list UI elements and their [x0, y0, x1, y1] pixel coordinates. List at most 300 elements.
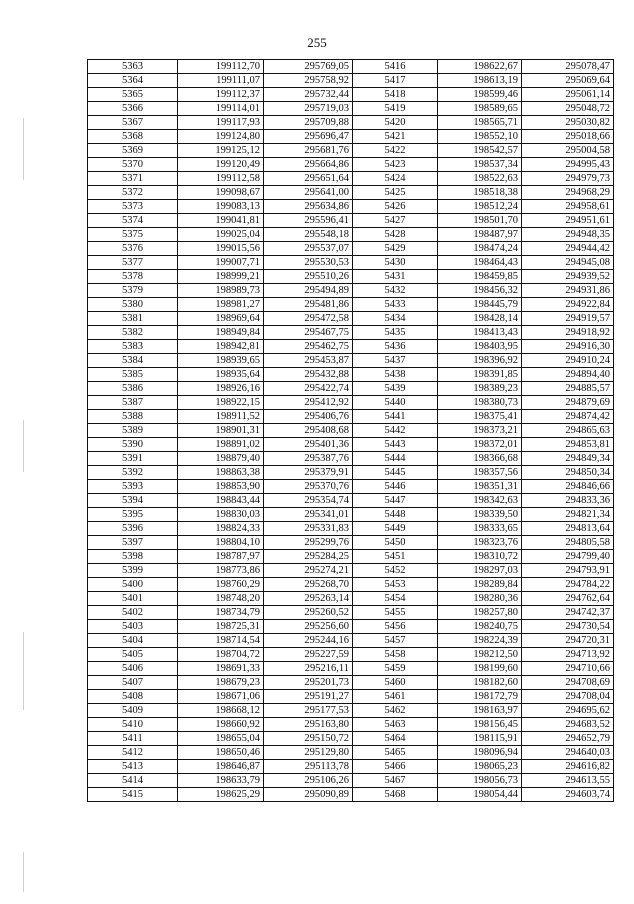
- table-row: [88, 186, 614, 200]
- point-number-cell: 5389: [88, 424, 178, 438]
- x-coordinate-cell: 198830,03: [178, 508, 264, 522]
- x-coordinate-cell: 198310,72: [438, 550, 522, 564]
- x-coordinate-cell: 198339,50: [438, 508, 522, 522]
- point-number-cell: 5370: [88, 158, 178, 172]
- x-coordinate-cell: 198456,32: [438, 284, 522, 298]
- point-number-cell: 5422: [353, 144, 438, 158]
- table-row: [88, 340, 614, 354]
- y-coordinate-cell: 294742,37: [522, 606, 614, 620]
- y-coordinate-cell: 295596,41: [264, 214, 353, 228]
- y-coordinate-cell: 294879,69: [522, 396, 614, 410]
- point-number-cell: 5455: [353, 606, 438, 620]
- y-coordinate-cell: 294939,52: [522, 270, 614, 284]
- x-coordinate-cell: 198922,15: [178, 396, 264, 410]
- table-row: [88, 424, 614, 438]
- point-number-cell: 5423: [353, 158, 438, 172]
- x-coordinate-cell: 198565,71: [438, 116, 522, 130]
- table-row: [88, 508, 614, 522]
- point-number-cell: 5384: [88, 354, 178, 368]
- x-coordinate-cell: 198655,04: [178, 732, 264, 746]
- x-coordinate-cell: 198537,34: [438, 158, 522, 172]
- x-coordinate-cell: 198863,38: [178, 466, 264, 480]
- y-coordinate-cell: 295263,14: [264, 592, 353, 606]
- y-coordinate-cell: 294894,40: [522, 368, 614, 382]
- x-coordinate-cell: 199117,93: [178, 116, 264, 130]
- point-number-cell: 5437: [353, 354, 438, 368]
- y-coordinate-cell: 294951,61: [522, 214, 614, 228]
- y-coordinate-cell: 295432,88: [264, 368, 353, 382]
- x-coordinate-cell: 198428,14: [438, 312, 522, 326]
- table-row: [88, 242, 614, 256]
- y-coordinate-cell: 294849,34: [522, 452, 614, 466]
- y-coordinate-cell: 295758,92: [264, 74, 353, 88]
- y-coordinate-cell: 295331,83: [264, 522, 353, 536]
- point-number-cell: 5435: [353, 326, 438, 340]
- point-number-cell: 5454: [353, 592, 438, 606]
- y-coordinate-cell: 295069,64: [522, 74, 614, 88]
- y-coordinate-cell: 295709,88: [264, 116, 353, 130]
- x-coordinate-cell: 198633,79: [178, 774, 264, 788]
- point-number-cell: 5416: [353, 60, 438, 74]
- x-coordinate-cell: 198357,56: [438, 466, 522, 480]
- table-row: [88, 172, 614, 186]
- point-number-cell: 5458: [353, 648, 438, 662]
- point-number-cell: 5448: [353, 508, 438, 522]
- x-coordinate-cell: 198224,39: [438, 634, 522, 648]
- y-coordinate-cell: 295370,76: [264, 480, 353, 494]
- table-row: [88, 676, 614, 690]
- table-row: [88, 620, 614, 634]
- y-coordinate-cell: 295472,58: [264, 312, 353, 326]
- x-coordinate-cell: 198333,65: [438, 522, 522, 536]
- point-number-cell: 5372: [88, 186, 178, 200]
- y-coordinate-cell: 295548,18: [264, 228, 353, 242]
- table-row: [88, 256, 614, 270]
- y-coordinate-cell: 295634,86: [264, 200, 353, 214]
- y-coordinate-cell: 295191,27: [264, 690, 353, 704]
- x-coordinate-cell: 198396,92: [438, 354, 522, 368]
- point-number-cell: 5406: [88, 662, 178, 676]
- point-number-cell: 5434: [353, 312, 438, 326]
- point-number-cell: 5451: [353, 550, 438, 564]
- x-coordinate-cell: 199041,81: [178, 214, 264, 228]
- x-coordinate-cell: 198297,03: [438, 564, 522, 578]
- margin-mark: [23, 632, 24, 710]
- point-number-cell: 5428: [353, 228, 438, 242]
- point-number-cell: 5439: [353, 382, 438, 396]
- y-coordinate-cell: 294833,36: [522, 494, 614, 508]
- x-coordinate-cell: 199120,49: [178, 158, 264, 172]
- y-coordinate-cell: 295354,74: [264, 494, 353, 508]
- x-coordinate-cell: 198691,33: [178, 662, 264, 676]
- y-coordinate-cell: 294968,29: [522, 186, 614, 200]
- point-number-cell: 5466: [353, 760, 438, 774]
- x-coordinate-cell: 198671,06: [178, 690, 264, 704]
- margin-mark: [23, 420, 24, 472]
- y-coordinate-cell: 294821,34: [522, 508, 614, 522]
- y-coordinate-cell: 295412,92: [264, 396, 353, 410]
- y-coordinate-cell: 294813,64: [522, 522, 614, 536]
- y-coordinate-cell: 295341,01: [264, 508, 353, 522]
- table-row: [88, 270, 614, 284]
- point-number-cell: 5424: [353, 172, 438, 186]
- x-coordinate-cell: 198182,60: [438, 676, 522, 690]
- y-coordinate-cell: 295387,76: [264, 452, 353, 466]
- point-number-cell: 5463: [353, 718, 438, 732]
- point-number-cell: 5412: [88, 746, 178, 760]
- y-coordinate-cell: 295078,47: [522, 60, 614, 74]
- table-row: [88, 522, 614, 536]
- x-coordinate-cell: 198734,79: [178, 606, 264, 620]
- y-coordinate-cell: 295177,53: [264, 704, 353, 718]
- point-number-cell: 5374: [88, 214, 178, 228]
- table-row: [88, 788, 614, 802]
- x-coordinate-cell: 198257,80: [438, 606, 522, 620]
- y-coordinate-cell: 294865,63: [522, 424, 614, 438]
- x-coordinate-cell: 198240,75: [438, 620, 522, 634]
- y-coordinate-cell: 294640,03: [522, 746, 614, 760]
- y-coordinate-cell: 294713,92: [522, 648, 614, 662]
- coordinates-table: [87, 59, 614, 802]
- point-number-cell: 5426: [353, 200, 438, 214]
- y-coordinate-cell: 295106,26: [264, 774, 353, 788]
- table-row: [88, 88, 614, 102]
- table-row: [88, 326, 614, 340]
- point-number-cell: 5449: [353, 522, 438, 536]
- y-coordinate-cell: 295681,76: [264, 144, 353, 158]
- x-coordinate-cell: 198804,10: [178, 536, 264, 550]
- table-row: [88, 396, 614, 410]
- y-coordinate-cell: 294853,81: [522, 438, 614, 452]
- point-number-cell: 5429: [353, 242, 438, 256]
- x-coordinate-cell: 198542,57: [438, 144, 522, 158]
- x-coordinate-cell: 198879,40: [178, 452, 264, 466]
- y-coordinate-cell: 294616,82: [522, 760, 614, 774]
- table-row: [88, 564, 614, 578]
- point-number-cell: 5385: [88, 368, 178, 382]
- margin-mark: [23, 852, 24, 892]
- x-coordinate-cell: 198853,90: [178, 480, 264, 494]
- x-coordinate-cell: 198646,87: [178, 760, 264, 774]
- table-row: [88, 158, 614, 172]
- table-row: [88, 144, 614, 158]
- y-coordinate-cell: 295268,70: [264, 578, 353, 592]
- table-row: [88, 298, 614, 312]
- y-coordinate-cell: 294918,92: [522, 326, 614, 340]
- y-coordinate-cell: 294805,58: [522, 536, 614, 550]
- table-row: [88, 116, 614, 130]
- x-coordinate-cell: 198999,21: [178, 270, 264, 284]
- point-number-cell: 5432: [353, 284, 438, 298]
- point-number-cell: 5399: [88, 564, 178, 578]
- y-coordinate-cell: 294762,64: [522, 592, 614, 606]
- point-number-cell: 5409: [88, 704, 178, 718]
- x-coordinate-cell: 198679,23: [178, 676, 264, 690]
- point-number-cell: 5368: [88, 130, 178, 144]
- x-coordinate-cell: 198787,97: [178, 550, 264, 564]
- x-coordinate-cell: 199114,01: [178, 102, 264, 116]
- y-coordinate-cell: 295494,89: [264, 284, 353, 298]
- y-coordinate-cell: 294710,66: [522, 662, 614, 676]
- table-row: [88, 494, 614, 508]
- x-coordinate-cell: 198625,29: [178, 788, 264, 802]
- y-coordinate-cell: 295422,74: [264, 382, 353, 396]
- point-number-cell: 5391: [88, 452, 178, 466]
- point-number-cell: 5417: [353, 74, 438, 88]
- point-number-cell: 5425: [353, 186, 438, 200]
- point-number-cell: 5462: [353, 704, 438, 718]
- y-coordinate-cell: 295401,36: [264, 438, 353, 452]
- y-coordinate-cell: 294944,42: [522, 242, 614, 256]
- y-coordinate-cell: 295113,78: [264, 760, 353, 774]
- y-coordinate-cell: 295244,16: [264, 634, 353, 648]
- point-number-cell: 5438: [353, 368, 438, 382]
- y-coordinate-cell: 295651,64: [264, 172, 353, 186]
- x-coordinate-cell: 198891,02: [178, 438, 264, 452]
- y-coordinate-cell: 294910,24: [522, 354, 614, 368]
- y-coordinate-cell: 295284,25: [264, 550, 353, 564]
- point-number-cell: 5465: [353, 746, 438, 760]
- point-number-cell: 5450: [353, 536, 438, 550]
- point-number-cell: 5400: [88, 578, 178, 592]
- x-coordinate-cell: 198372,01: [438, 438, 522, 452]
- table-row: [88, 214, 614, 228]
- point-number-cell: 5392: [88, 466, 178, 480]
- x-coordinate-cell: 198391,85: [438, 368, 522, 382]
- x-coordinate-cell: 198096,94: [438, 746, 522, 760]
- point-number-cell: 5446: [353, 480, 438, 494]
- y-coordinate-cell: 294958,61: [522, 200, 614, 214]
- x-coordinate-cell: 198599,46: [438, 88, 522, 102]
- point-number-cell: 5404: [88, 634, 178, 648]
- x-coordinate-cell: 198926,16: [178, 382, 264, 396]
- point-number-cell: 5467: [353, 774, 438, 788]
- x-coordinate-cell: 198518,38: [438, 186, 522, 200]
- y-coordinate-cell: 295299,76: [264, 536, 353, 550]
- y-coordinate-cell: 295537,07: [264, 242, 353, 256]
- table-row: [88, 578, 614, 592]
- y-coordinate-cell: 295090,89: [264, 788, 353, 802]
- point-number-cell: 5402: [88, 606, 178, 620]
- point-number-cell: 5453: [353, 578, 438, 592]
- point-number-cell: 5395: [88, 508, 178, 522]
- y-coordinate-cell: 295664,86: [264, 158, 353, 172]
- y-coordinate-cell: 294931,86: [522, 284, 614, 298]
- x-coordinate-cell: 198163,97: [438, 704, 522, 718]
- point-number-cell: 5382: [88, 326, 178, 340]
- table-row: [88, 690, 614, 704]
- y-coordinate-cell: 294730,54: [522, 620, 614, 634]
- y-coordinate-cell: 295227,59: [264, 648, 353, 662]
- point-number-cell: 5396: [88, 522, 178, 536]
- table-row: [88, 130, 614, 144]
- y-coordinate-cell: 295018,66: [522, 130, 614, 144]
- table-row: [88, 312, 614, 326]
- x-coordinate-cell: 198911,52: [178, 410, 264, 424]
- x-coordinate-cell: 198668,12: [178, 704, 264, 718]
- point-number-cell: 5464: [353, 732, 438, 746]
- y-coordinate-cell: 295408,68: [264, 424, 353, 438]
- y-coordinate-cell: 295379,91: [264, 466, 353, 480]
- point-number-cell: 5398: [88, 550, 178, 564]
- x-coordinate-cell: 198939,65: [178, 354, 264, 368]
- x-coordinate-cell: 198650,46: [178, 746, 264, 760]
- y-coordinate-cell: 295406,76: [264, 410, 353, 424]
- table-row: [88, 466, 614, 480]
- y-coordinate-cell: 294784,22: [522, 578, 614, 592]
- table-row: [88, 368, 614, 382]
- point-number-cell: 5442: [353, 424, 438, 438]
- y-coordinate-cell: 295696,47: [264, 130, 353, 144]
- table-row: [88, 550, 614, 564]
- y-coordinate-cell: 295719,03: [264, 102, 353, 116]
- point-number-cell: 5456: [353, 620, 438, 634]
- point-number-cell: 5414: [88, 774, 178, 788]
- table-row: [88, 382, 614, 396]
- x-coordinate-cell: 198969,64: [178, 312, 264, 326]
- table-row: [88, 102, 614, 116]
- y-coordinate-cell: 295129,80: [264, 746, 353, 760]
- y-coordinate-cell: 294916,30: [522, 340, 614, 354]
- x-coordinate-cell: 198156,45: [438, 718, 522, 732]
- y-coordinate-cell: 294708,69: [522, 676, 614, 690]
- y-coordinate-cell: 294874,42: [522, 410, 614, 424]
- x-coordinate-cell: 198935,64: [178, 368, 264, 382]
- x-coordinate-cell: 198351,31: [438, 480, 522, 494]
- x-coordinate-cell: 198501,70: [438, 214, 522, 228]
- point-number-cell: 5418: [353, 88, 438, 102]
- point-number-cell: 5366: [88, 102, 178, 116]
- point-number-cell: 5379: [88, 284, 178, 298]
- x-coordinate-cell: 198589,65: [438, 102, 522, 116]
- y-coordinate-cell: 294850,34: [522, 466, 614, 480]
- point-number-cell: 5415: [88, 788, 178, 802]
- x-coordinate-cell: 198714,54: [178, 634, 264, 648]
- x-coordinate-cell: 198989,73: [178, 284, 264, 298]
- table-row: [88, 718, 614, 732]
- table-row: [88, 536, 614, 550]
- y-coordinate-cell: 295150,72: [264, 732, 353, 746]
- x-coordinate-cell: 198622,67: [438, 60, 522, 74]
- x-coordinate-cell: 199112,70: [178, 60, 264, 74]
- x-coordinate-cell: 198464,43: [438, 256, 522, 270]
- y-coordinate-cell: 294603,74: [522, 788, 614, 802]
- point-number-cell: 5410: [88, 718, 178, 732]
- x-coordinate-cell: 198056,73: [438, 774, 522, 788]
- y-coordinate-cell: 294919,57: [522, 312, 614, 326]
- point-number-cell: 5405: [88, 648, 178, 662]
- x-coordinate-cell: 198380,73: [438, 396, 522, 410]
- y-coordinate-cell: 295048,72: [522, 102, 614, 116]
- table-row: [88, 228, 614, 242]
- point-number-cell: 5444: [353, 452, 438, 466]
- point-number-cell: 5401: [88, 592, 178, 606]
- y-coordinate-cell: 295462,75: [264, 340, 353, 354]
- y-coordinate-cell: 294708,04: [522, 690, 614, 704]
- y-coordinate-cell: 294799,40: [522, 550, 614, 564]
- x-coordinate-cell: 199112,37: [178, 88, 264, 102]
- y-coordinate-cell: 294995,43: [522, 158, 614, 172]
- table-row: [88, 200, 614, 214]
- table-row: [88, 634, 614, 648]
- y-coordinate-cell: 295467,75: [264, 326, 353, 340]
- x-coordinate-cell: 198981,27: [178, 298, 264, 312]
- point-number-cell: 5363: [88, 60, 178, 74]
- y-coordinate-cell: 294652,79: [522, 732, 614, 746]
- x-coordinate-cell: 198512,24: [438, 200, 522, 214]
- x-coordinate-cell: 198459,85: [438, 270, 522, 284]
- x-coordinate-cell: 199124,80: [178, 130, 264, 144]
- x-coordinate-cell: 198942,81: [178, 340, 264, 354]
- y-coordinate-cell: 295061,14: [522, 88, 614, 102]
- x-coordinate-cell: 198725,31: [178, 620, 264, 634]
- point-number-cell: 5459: [353, 662, 438, 676]
- point-number-cell: 5378: [88, 270, 178, 284]
- point-number-cell: 5445: [353, 466, 438, 480]
- point-number-cell: 5413: [88, 760, 178, 774]
- y-coordinate-cell: 294720,31: [522, 634, 614, 648]
- table-row: [88, 284, 614, 298]
- y-coordinate-cell: 295732,44: [264, 88, 353, 102]
- table-row: [88, 732, 614, 746]
- y-coordinate-cell: 295216,11: [264, 662, 353, 676]
- x-coordinate-cell: 198212,50: [438, 648, 522, 662]
- y-coordinate-cell: 295260,52: [264, 606, 353, 620]
- y-coordinate-cell: 294922,84: [522, 298, 614, 312]
- point-number-cell: 5365: [88, 88, 178, 102]
- point-number-cell: 5364: [88, 74, 178, 88]
- y-coordinate-cell: 294846,66: [522, 480, 614, 494]
- point-number-cell: 5387: [88, 396, 178, 410]
- point-number-cell: 5388: [88, 410, 178, 424]
- table-row: [88, 410, 614, 424]
- x-coordinate-cell: 198413,43: [438, 326, 522, 340]
- point-number-cell: 5452: [353, 564, 438, 578]
- x-coordinate-cell: 198760,29: [178, 578, 264, 592]
- point-number-cell: 5447: [353, 494, 438, 508]
- x-coordinate-cell: 198054,44: [438, 788, 522, 802]
- x-coordinate-cell: 198289,84: [438, 578, 522, 592]
- point-number-cell: 5377: [88, 256, 178, 270]
- x-coordinate-cell: 198522,63: [438, 172, 522, 186]
- point-number-cell: 5457: [353, 634, 438, 648]
- y-coordinate-cell: 295201,73: [264, 676, 353, 690]
- table-row: [88, 774, 614, 788]
- x-coordinate-cell: 198199,60: [438, 662, 522, 676]
- y-coordinate-cell: 295769,05: [264, 60, 353, 74]
- point-number-cell: 5394: [88, 494, 178, 508]
- point-number-cell: 5441: [353, 410, 438, 424]
- x-coordinate-cell: 199015,56: [178, 242, 264, 256]
- x-coordinate-cell: 198389,23: [438, 382, 522, 396]
- table-row: [88, 480, 614, 494]
- x-coordinate-cell: 198280,36: [438, 592, 522, 606]
- point-number-cell: 5430: [353, 256, 438, 270]
- point-number-cell: 5393: [88, 480, 178, 494]
- x-coordinate-cell: 198323,76: [438, 536, 522, 550]
- x-coordinate-cell: 199111,07: [178, 74, 264, 88]
- point-number-cell: 5411: [88, 732, 178, 746]
- point-number-cell: 5431: [353, 270, 438, 284]
- x-coordinate-cell: 198065,23: [438, 760, 522, 774]
- table-row: [88, 74, 614, 88]
- y-coordinate-cell: 295481,86: [264, 298, 353, 312]
- point-number-cell: 5468: [353, 788, 438, 802]
- x-coordinate-cell: 198613,19: [438, 74, 522, 88]
- point-number-cell: 5386: [88, 382, 178, 396]
- table-row: [88, 354, 614, 368]
- point-number-cell: 5460: [353, 676, 438, 690]
